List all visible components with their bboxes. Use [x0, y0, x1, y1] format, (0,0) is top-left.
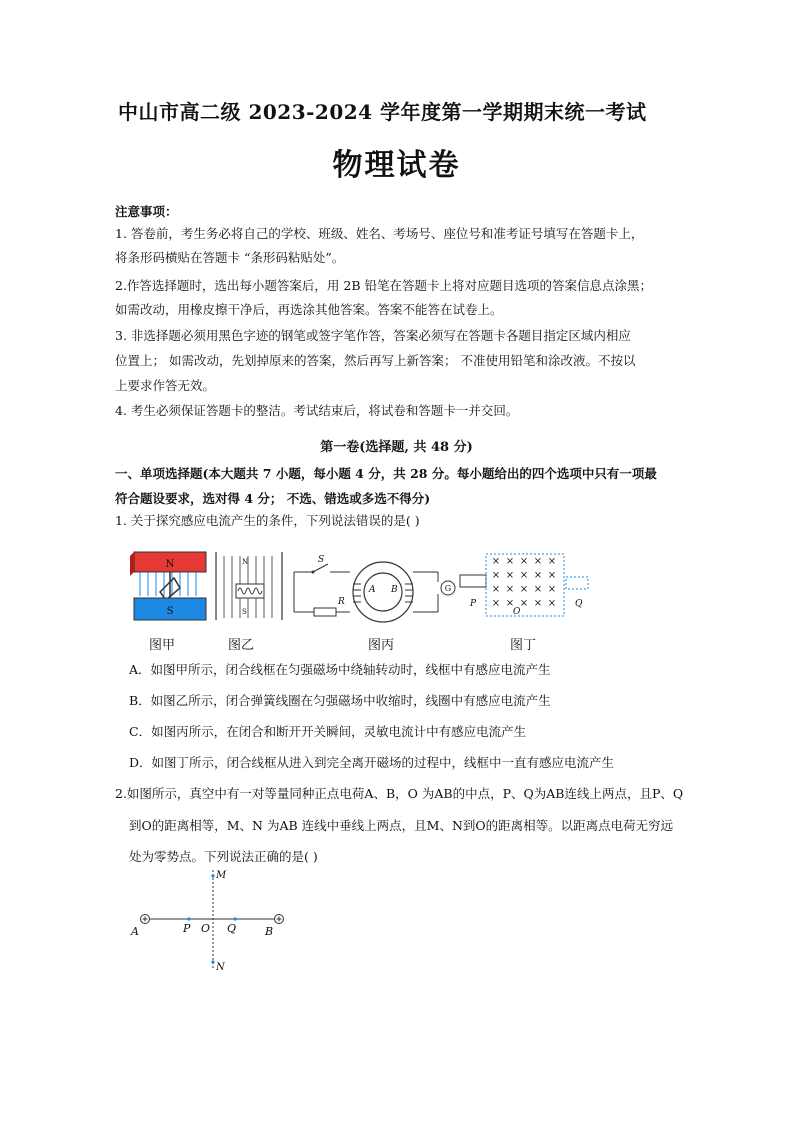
- exam-title-line1: 中山市高二级 2023-2024 学年度第一学期期末统一考试: [118, 100, 647, 124]
- ring-b-label: B: [391, 585, 398, 595]
- galvanometer-label: G: [444, 584, 452, 593]
- field-q-label: Q: [575, 599, 583, 609]
- caption-yi: 图乙: [228, 638, 255, 653]
- svg-text:×: ×: [491, 556, 501, 567]
- label-m: M: [216, 870, 227, 881]
- point-p: [187, 917, 190, 920]
- q2-charge-figure: [128, 864, 294, 976]
- field-o-label: O: [513, 607, 521, 617]
- svg-text:×: ×: [505, 584, 515, 595]
- svg-text:×: ×: [505, 556, 515, 567]
- svg-text:×: ×: [519, 584, 529, 595]
- svg-text:×: ×: [547, 584, 557, 595]
- caption-jia: 图甲: [149, 638, 176, 653]
- q1-option-a: A．如图甲所示，闭合线框在匀强磁场中绕轴转动时，线框中有感应电流产生: [129, 662, 551, 677]
- svg-text:×: ×: [519, 556, 529, 567]
- figure-bing: [288, 548, 463, 624]
- switch-label: S: [318, 555, 325, 565]
- figure-yi: [212, 548, 288, 624]
- field-p-label: P: [470, 599, 477, 609]
- notice-line: 位置上； 如需改动，先划掉原来的答案，然后再写上新答案； 不准使用铅笔和涂改液。不按以: [115, 353, 636, 368]
- notice-line: 2.作答选择题时，选出每小题答案后，用 2B 铅笔在答题卡上将对应题目选项的答案信息点涂黑；: [115, 278, 653, 293]
- q1-option-d: D．如图丁所示，闭合线框从进入到完全离开磁场的过程中，线框中一直有感应电流产生: [129, 755, 615, 770]
- coil-n-label: N: [242, 558, 249, 566]
- switch-blade: [313, 564, 328, 572]
- svg-text:×: ×: [533, 570, 543, 581]
- rheostat: [314, 608, 336, 616]
- n-pole-label: N: [165, 559, 175, 570]
- figure-jia: [130, 548, 210, 624]
- label-q: Q: [227, 922, 237, 935]
- resistor-label: R: [338, 597, 345, 607]
- svg-text:×: ×: [533, 598, 543, 609]
- svg-text:×: ×: [505, 598, 515, 609]
- notice-line: 3. 非选择题必须用黑色字迹的钢笔或签字笔作答，答案必须写在答题卡各题目指定区域内相应: [115, 328, 631, 343]
- svg-text:×: ×: [491, 570, 501, 581]
- q1-option-c: C．如图丙所示，在闭合和断开开关瞬间，灵敏电流计中有感应电流产生: [129, 724, 527, 739]
- caption-ding: 图丁: [510, 638, 537, 653]
- label-n: N: [216, 962, 225, 973]
- point-m: [211, 874, 214, 877]
- notice-heading: 注意事项：: [115, 204, 178, 219]
- section-instructions-line2: 符合题设要求，选对得 4 分； 不选、错选或多选不得分): [115, 491, 431, 506]
- notice-line: 将条形码横贴在答题卡 “条形码粘贴处”。: [115, 250, 345, 265]
- loop-entering: [460, 575, 486, 587]
- point-n: [211, 960, 214, 963]
- svg-text:×: ×: [519, 598, 529, 609]
- notice-line: 上要求作答无效。: [115, 378, 216, 393]
- point-q: [233, 917, 236, 920]
- svg-text:×: ×: [533, 556, 543, 567]
- notice-line: 1. 答卷前，考生务必将自己的学校、班级、姓名、考场号、座位号和准考证号填写在答题卡上，: [115, 226, 644, 241]
- q2-stem-line2: 到O的距离相等，M、N 为AB 连线中垂线上两点，且M、N到O的距离相等。以距离点电荷无穷远: [129, 818, 674, 833]
- part1-heading: 第一卷(选择题, 共 48 分): [320, 440, 473, 455]
- loop-exiting: [566, 577, 588, 589]
- q1-stem: 1. 关于探究感应电流产生的条件，下列说法错误的是( ): [115, 513, 420, 528]
- section-instructions-line1: 一、单项选择题(本大题共 7 小题，每小题 4 分，共 28 分。每小题给出的四个选项中只有一项最: [115, 466, 657, 481]
- q2-stem-line3: 处为零势点。下列说法正确的是( ): [129, 849, 318, 864]
- svg-text:×: ×: [519, 570, 529, 581]
- s-pole-label: S: [166, 606, 174, 617]
- svg-text:×: ×: [547, 556, 557, 567]
- svg-text:×: ×: [533, 584, 543, 595]
- svg-text:×: ×: [505, 570, 515, 581]
- label-p: P: [183, 922, 191, 935]
- iron-ring-outer: [353, 562, 413, 622]
- label-b: B: [265, 925, 274, 938]
- svg-text:×: ×: [547, 570, 557, 581]
- notice-line: 4. 考生必须保证答题卡的整洁。考试结束后，将试卷和答题卡一并交回。: [115, 403, 519, 418]
- exam-title-line2: 物理试卷: [332, 148, 461, 183]
- svg-text:×: ×: [547, 598, 557, 609]
- q1-option-b: B．如图乙所示，闭合弹簧线圈在匀强磁场中收缩时，线圈中有感应电流产生: [129, 693, 551, 708]
- notice-line: 如需改动，用橡皮擦干净后，再选涂其他答案。答案不能答在试卷上。: [115, 302, 503, 317]
- label-a: A: [131, 925, 139, 938]
- svg-text:×: ×: [491, 584, 501, 595]
- coil-s-label: S: [242, 608, 247, 616]
- ring-a-label: A: [369, 585, 376, 595]
- svg-text:×: ×: [491, 598, 501, 609]
- label-o: O: [201, 922, 211, 935]
- figure-ding: [456, 548, 596, 624]
- caption-bing: 图丙: [368, 638, 395, 653]
- q2-stem-line1: 2.如图所示，真空中有一对等量同种正点电荷A、B，O 为AB的中点，P、Q为AB连线上两点，且P、Q: [115, 786, 684, 801]
